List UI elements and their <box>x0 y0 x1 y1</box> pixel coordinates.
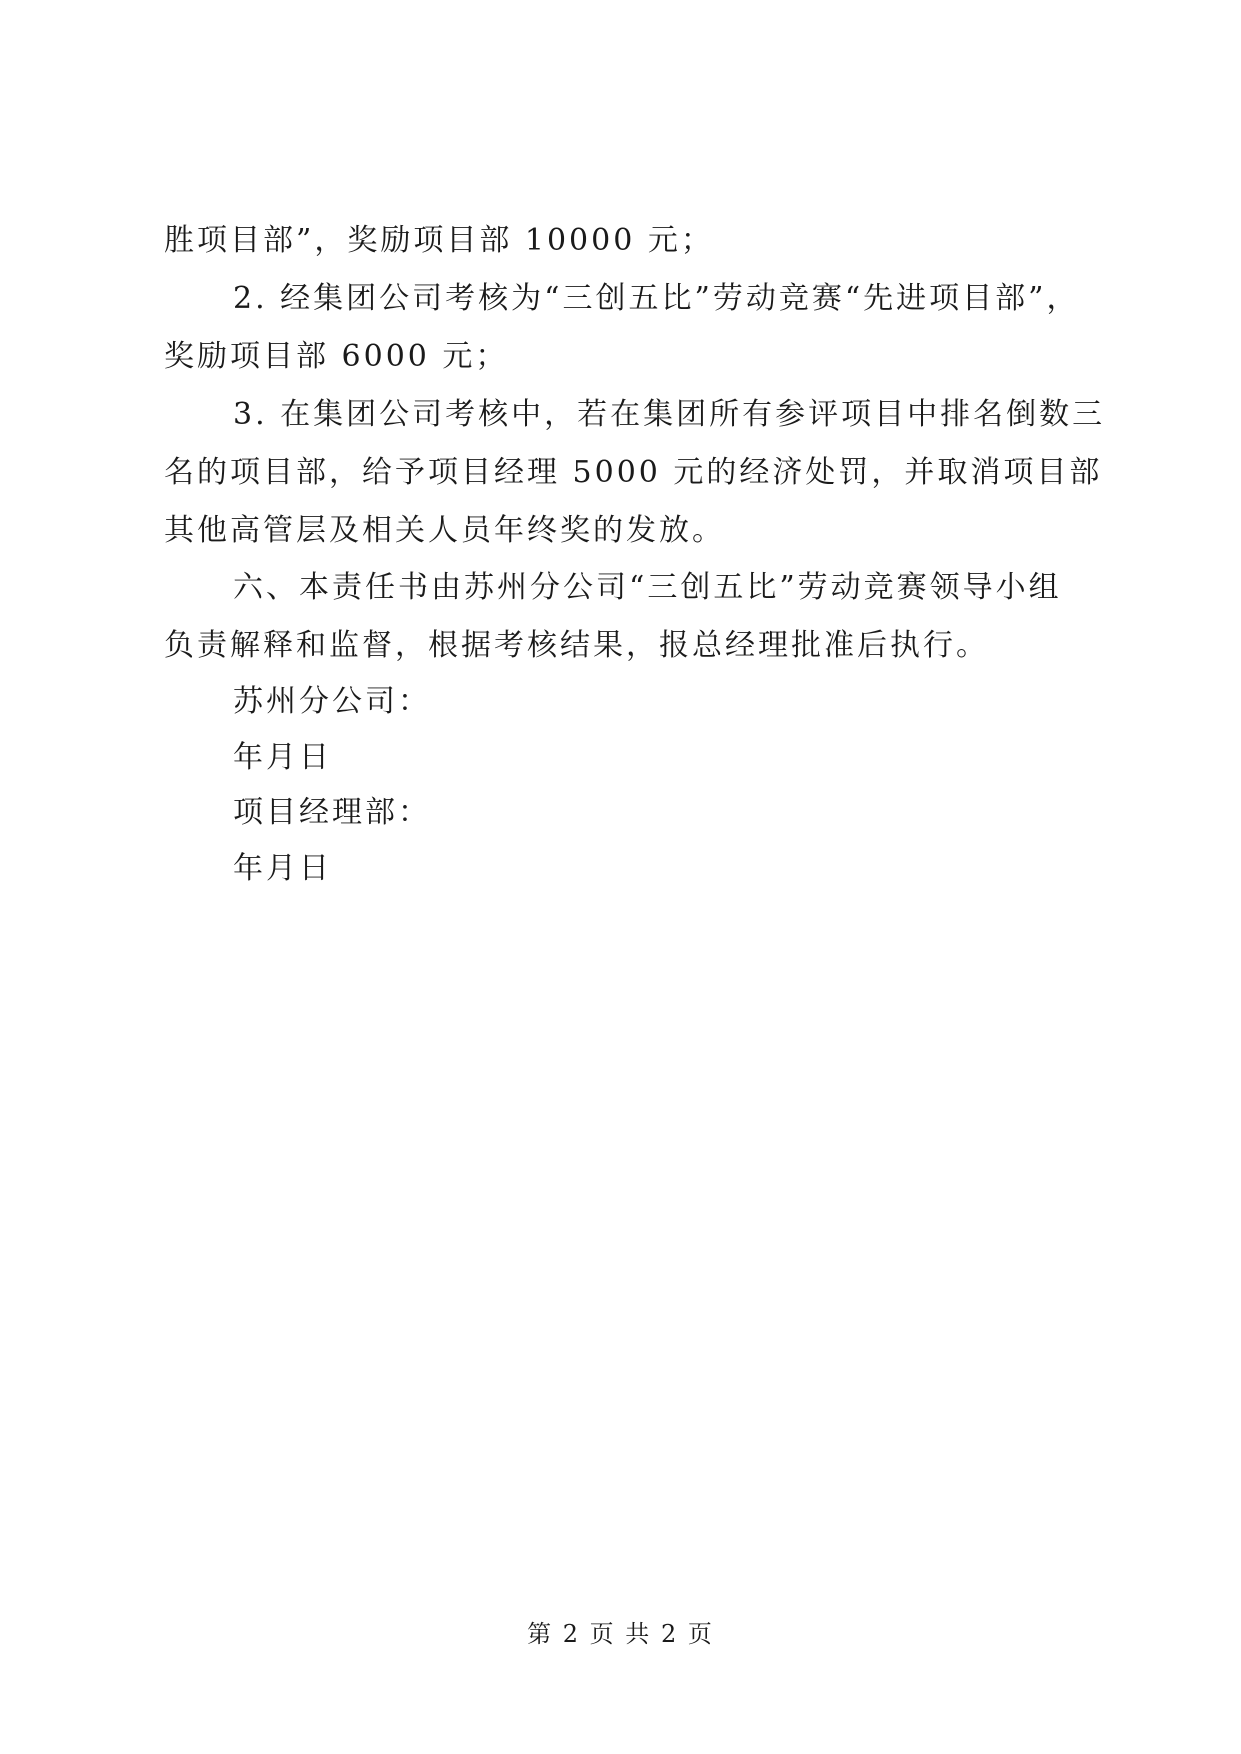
text-line-1: 胜项目部”，奖励项目部 10000 元； <box>164 223 714 258</box>
text-line-11: 项目经理部： <box>233 795 431 830</box>
page-number: 第 2 页 共 2 页 <box>527 1620 714 1648</box>
text-line-3: 奖励项目部 6000 元； <box>164 339 509 374</box>
text-line-6: 其他高管层及相关人员年终奖的发放。 <box>164 513 725 548</box>
text-line-7: 六、本责任书由苏州分公司“三创五比”劳动竞赛领导小组 <box>233 570 1062 605</box>
text-line-10: 年月日 <box>233 740 332 775</box>
text-line-2: 2. 经集团公司考核为“三创五比”劳动竞赛“先进项目部”， <box>233 281 1080 316</box>
text-line-4: 3. 在集团公司考核中，若在集团所有参评项目中排名倒数三 <box>233 397 1106 432</box>
text-line-8: 负责解释和监督，根据考核结果，报总经理批准后执行。 <box>164 628 989 663</box>
text-line-12: 年月日 <box>233 851 332 886</box>
text-line-5: 名的项目部，给予项目经理 5000 元的经济处罚，并取消项目部 <box>164 455 1103 490</box>
text-line-9: 苏州分公司： <box>233 684 431 719</box>
